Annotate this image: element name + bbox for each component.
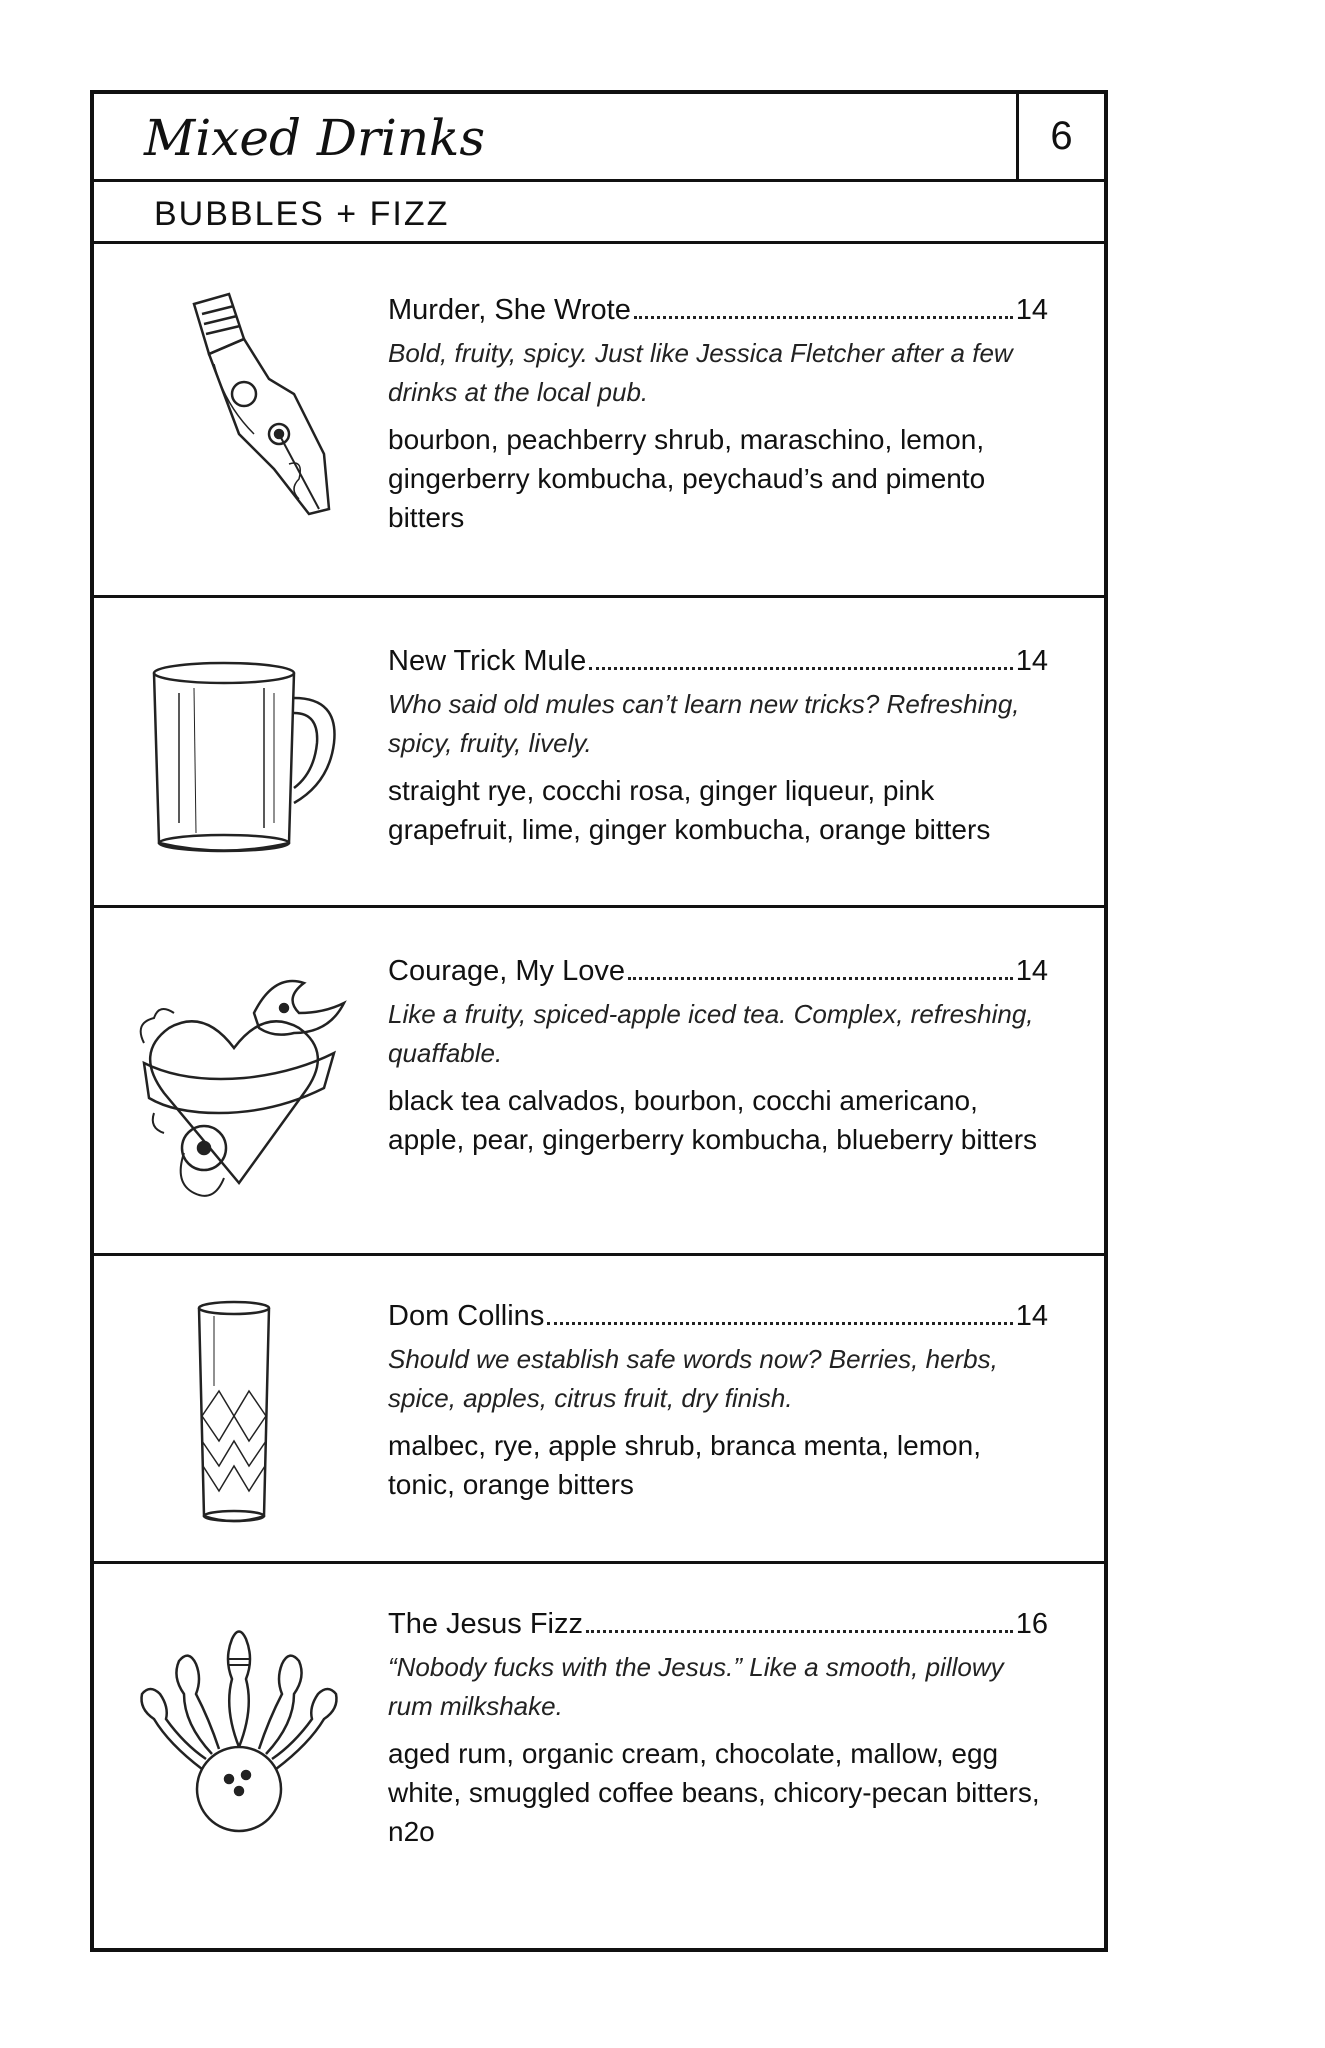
dot-leader (589, 667, 1013, 670)
drink-description: Should we establish safe words now? Berries, herbs, spice, apples, citrus fruit, dry finish. (388, 1344, 998, 1413)
drink-ingredients: straight rye, cocchi rosa, ginger liqueur, pink grapefruit, lime, ginger kombucha, orange bitters (388, 775, 991, 845)
dot-leader (634, 316, 1013, 319)
drink-name-line (388, 643, 1048, 679)
heart-swallow-tattoo-icon (124, 953, 354, 1223)
drink-ingredients: black tea calvados, bourbon, cocchi americano, apple, pear, gingerberry kombucha, blueberry bitters (388, 1085, 1038, 1155)
drink-ingredients: bourbon, peachberry shrub, maraschino, lemon, gingerberry kombucha, peychaud’s and pimento bitters (388, 424, 986, 533)
drink-item (94, 908, 1104, 1256)
drink-description: Bold, fruity, spicy. Just like Jessica Fletcher after a few drinks at the local pub. (388, 338, 1013, 407)
title-row (94, 94, 1104, 182)
drink-text (388, 292, 1048, 537)
bowling-pins-icon (124, 1619, 354, 1859)
section-title: BUBBLES + FIZZ (154, 195, 450, 233)
drink-name-line (388, 1606, 1048, 1642)
drink-price: 14 (1015, 294, 1048, 326)
drink-price: 14 (1015, 955, 1048, 987)
page-title: Mixed Drinks (144, 109, 486, 167)
drink-price: 14 (1015, 645, 1048, 677)
drink-description: Who said old mules can’t learn new tricks? Refreshing, spicy, fruity, lively. (388, 689, 1020, 758)
collins-glass-icon (124, 1296, 354, 1531)
drink-price: 14 (1015, 1300, 1048, 1332)
dot-leader (547, 1322, 1012, 1325)
dot-leader (586, 1630, 1013, 1633)
drink-text (388, 1298, 1048, 1504)
drink-description: “Nobody fucks with the Jesus.” Like a smooth, pillowy rum milkshake. (388, 1652, 1004, 1721)
drink-name-line (388, 292, 1048, 328)
drink-ingredients: malbec, rye, apple shrub, branca menta, lemon, tonic, orange bitters (388, 1430, 981, 1500)
drink-item (94, 1256, 1104, 1564)
drink-item (94, 1564, 1104, 1948)
drink-name: Dom Collins (388, 1300, 545, 1332)
drink-text (388, 643, 1048, 849)
drink-name: New Trick Mule (388, 645, 587, 677)
drink-text (388, 953, 1048, 1159)
drink-name: Murder, She Wrote (388, 294, 631, 326)
menu-page (90, 90, 1108, 1952)
drink-name: Courage, My Love (388, 955, 625, 987)
page-number: 6 (1016, 94, 1104, 179)
drink-price: 16 (1015, 1608, 1048, 1640)
drink-description: Like a fruity, spiced-apple iced tea. Complex, refreshing, quaffable. (388, 999, 1034, 1068)
drink-text (388, 1606, 1048, 1851)
drink-ingredients: aged rum, organic cream, chocolate, mallow, egg white, smuggled coffee beans, chicory-pecan bitters, n2o (388, 1738, 1040, 1847)
fountain-pen-nib-icon (124, 284, 354, 554)
drink-name-line (388, 1298, 1048, 1334)
copper-mug-icon (124, 653, 354, 863)
dot-leader (628, 977, 1013, 980)
drink-name-line (388, 953, 1048, 989)
drink-name: The Jesus Fizz (388, 1608, 583, 1640)
drink-item (94, 244, 1104, 598)
section-row (94, 182, 1104, 244)
drink-item (94, 598, 1104, 908)
